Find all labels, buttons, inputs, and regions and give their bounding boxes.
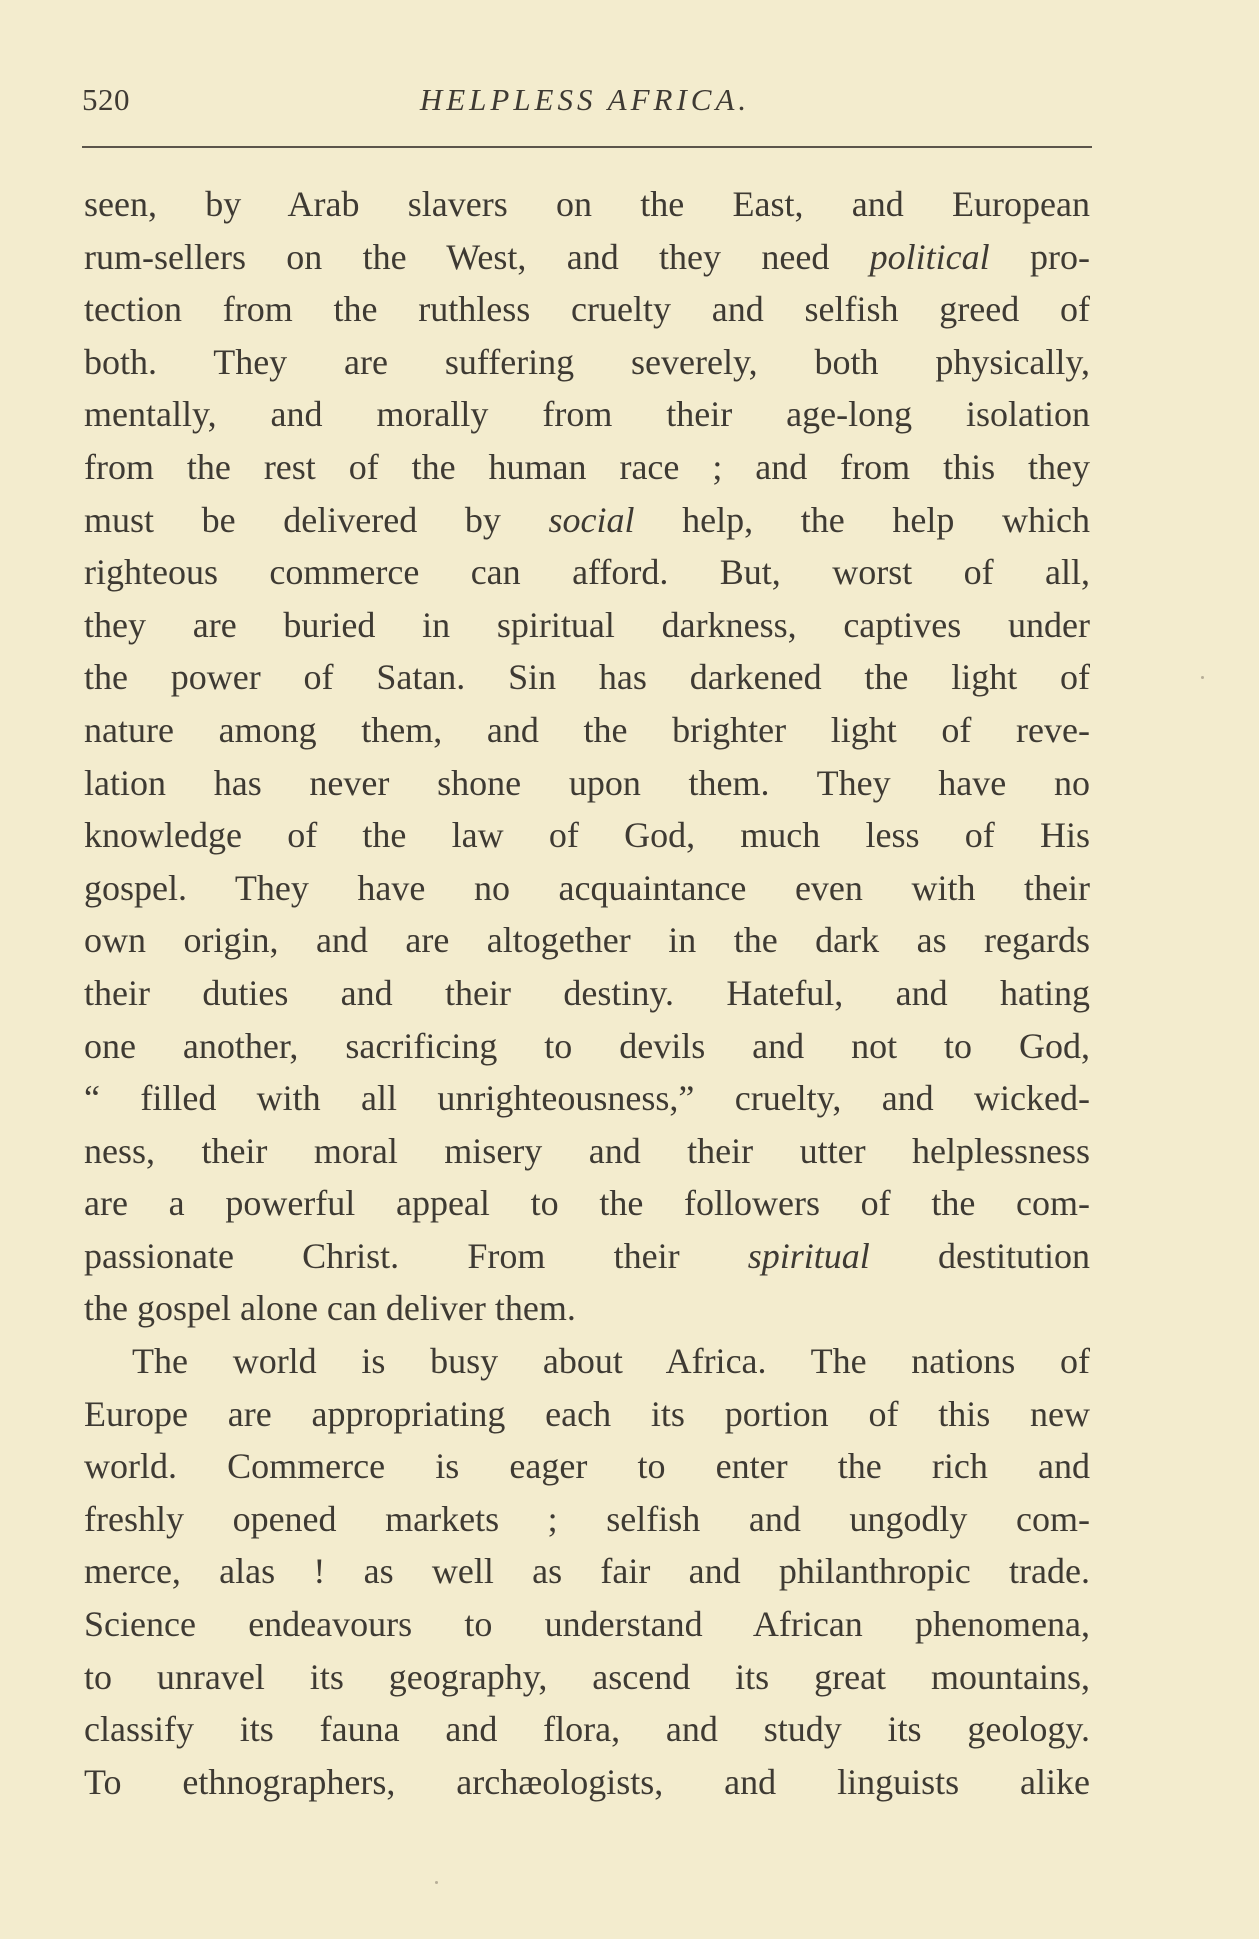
text-line: the gospel alone can deliver them.	[84, 1288, 576, 1329]
italic-emphasis: spiritual	[747, 1235, 870, 1276]
text-line: seen, by Arab slavers on the East, and European	[84, 184, 1090, 224]
text-line: one another, sacrificing to devils and not to God,	[84, 1025, 1090, 1066]
text-line: the power of Satan. Sin has darkened the light of	[84, 657, 1090, 698]
header-rule	[82, 146, 1092, 148]
text-line: knowledge of the law of God, much less of His	[84, 815, 1090, 856]
italic-emphasis: social	[548, 499, 635, 540]
paper-speck	[435, 1881, 438, 1884]
text-line: world. Commerce is eager to enter the rich and	[84, 1446, 1090, 1487]
text-line: rum-sellers on the West, and they need political pro-	[84, 236, 1090, 277]
text-line: To ethnographers, archæologists, and linguists alike	[84, 1761, 1090, 1802]
italic-emphasis: political	[869, 236, 990, 277]
text-line: their duties and their destiny. Hateful, and hating	[84, 972, 1090, 1013]
paper-speck	[1201, 676, 1204, 679]
text-line: they are buried in spiritual darkness, captives under	[84, 604, 1090, 645]
text-line: own origin, and are altogether in the dark as regards	[84, 920, 1090, 961]
text-line: righteous commerce can afford. But, worst of all,	[84, 552, 1090, 593]
text-line: to unravel its geography, ascend its great mountains,	[84, 1656, 1090, 1697]
text-line: ness, their moral misery and their utter helplessness	[84, 1130, 1090, 1171]
page-number: 520	[82, 82, 130, 117]
text-line: Science endeavours to understand African phenomena,	[84, 1604, 1090, 1645]
text-line: both. They are suffering severely, both physically,	[84, 341, 1090, 382]
text-line: Europe are appropriating each its portion of this new	[84, 1393, 1090, 1434]
text-line: from the rest of the human race ; and from this they	[84, 446, 1090, 487]
text-line: classify its fauna and flora, and study its geology.	[84, 1709, 1090, 1750]
text-line: are a powerful appeal to the followers of the com-	[84, 1183, 1090, 1224]
running-title: HELPLESS AFRICA.	[419, 82, 751, 117]
text-line: gospel. They have no acquaintance even with their	[84, 867, 1090, 908]
text-line: nature among them, and the brighter light of reve-	[84, 709, 1090, 750]
text-line: mentally, and morally from their age-long isolation	[84, 394, 1090, 435]
text-line: lation has never shone upon them. They have no	[84, 762, 1090, 803]
text-line: must be delivered by social help, the help which	[84, 499, 1090, 540]
text-line: merce, alas ! as well as fair and philanthropic trade.	[84, 1551, 1090, 1592]
text-line: freshly opened markets ; selfish and ungodly com-	[84, 1498, 1090, 1539]
text-line: passionate Christ. From their spiritual destitution	[84, 1235, 1090, 1276]
text-line: tection from the ruthless cruelty and selfish greed of	[84, 289, 1090, 330]
body-text	[84, 178, 1090, 1808]
page-header	[82, 82, 1088, 132]
text-line: The world is busy about Africa. The nations of	[132, 1341, 1090, 1382]
text-line: “ filled with all unrighteousness,” cruelty, and wicked-	[84, 1078, 1090, 1119]
